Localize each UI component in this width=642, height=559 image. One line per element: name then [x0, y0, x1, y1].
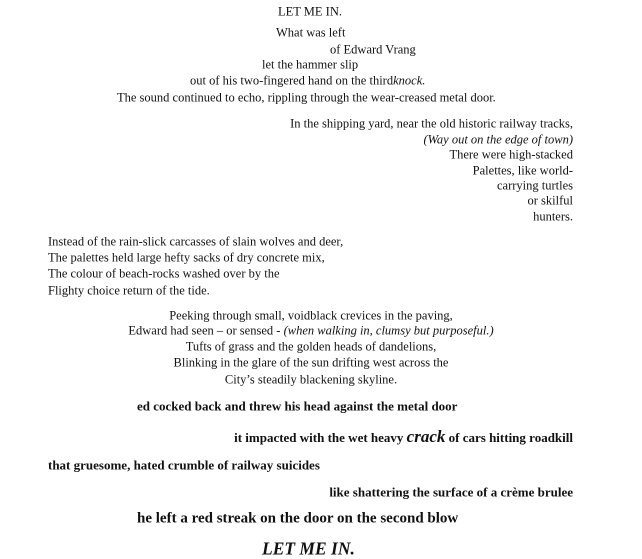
crack-word: crack	[406, 427, 446, 446]
poem-line	[423, 133, 573, 148]
poem-line	[190, 74, 425, 89]
poem-text: of cars hitting roadkill	[445, 430, 573, 445]
poem-line: Instead of the rain-slick carcasses of slain wolves and deer,	[48, 234, 344, 249]
poem-text: out of his two-fingered hand on the third	[190, 73, 394, 88]
poem-line: City’s steadily blackening skyline.	[224, 372, 398, 387]
poem-line: hunters.	[533, 209, 573, 224]
poem-line: let the hammer slip	[262, 57, 359, 72]
poem-line: Palettes, like world-	[472, 163, 573, 178]
poem-line: or skilful	[527, 193, 573, 208]
poem-line: The colour of beach-rocks washed over by the	[48, 266, 280, 281]
poem-bold-line	[234, 429, 573, 445]
poem-line: In the shipping yard, near the old historic railway tracks,	[290, 116, 573, 131]
poem-bold-line: he left a red streak on the door on the second blow	[137, 510, 459, 527]
poem-line: of Edward Vrang	[330, 42, 416, 57]
poem-bold-line: that gruesome, hated crumble of railway suicides	[48, 457, 320, 473]
poem-line: What was left	[276, 25, 346, 40]
poem-line: The palettes held large hefty sacks of dry concrete mix,	[48, 250, 325, 265]
poem-line	[0, 324, 622, 339]
poem-line: Flighty choice return of the tide.	[48, 283, 210, 298]
poem-line: Blinking in the glare of the sun drifting west across the	[173, 355, 449, 370]
poem-bold-line: ed cocked back and threw his head against the metal door	[137, 398, 458, 414]
poem-line: There were high-stacked	[449, 147, 573, 162]
poem-text: it impacted with the wet heavy	[234, 430, 407, 445]
poem-italic-line: (Way out on the edge of town)	[423, 132, 573, 147]
poem-line: The sound continued to echo, rippling through the wear-creased metal door.	[117, 90, 496, 105]
poem-line: carrying turtles	[496, 178, 573, 193]
poem-title: LET ME IN.	[278, 4, 342, 19]
poem-italic-word: knock.	[393, 73, 426, 88]
poem-line: Peeking through small, voidblack crevices in the paving,	[169, 308, 453, 323]
poem-italic-text: (when walking in, clumsy but purposeful.)	[283, 323, 494, 338]
poem-text: Edward had seen – or sensed -	[128, 323, 284, 338]
closing-title: LET ME IN.	[262, 538, 355, 559]
poem-bold-line: like shattering the surface of a crème brulee	[329, 484, 573, 500]
poem-line: Tufts of grass and the golden heads of dandelions,	[185, 339, 437, 354]
